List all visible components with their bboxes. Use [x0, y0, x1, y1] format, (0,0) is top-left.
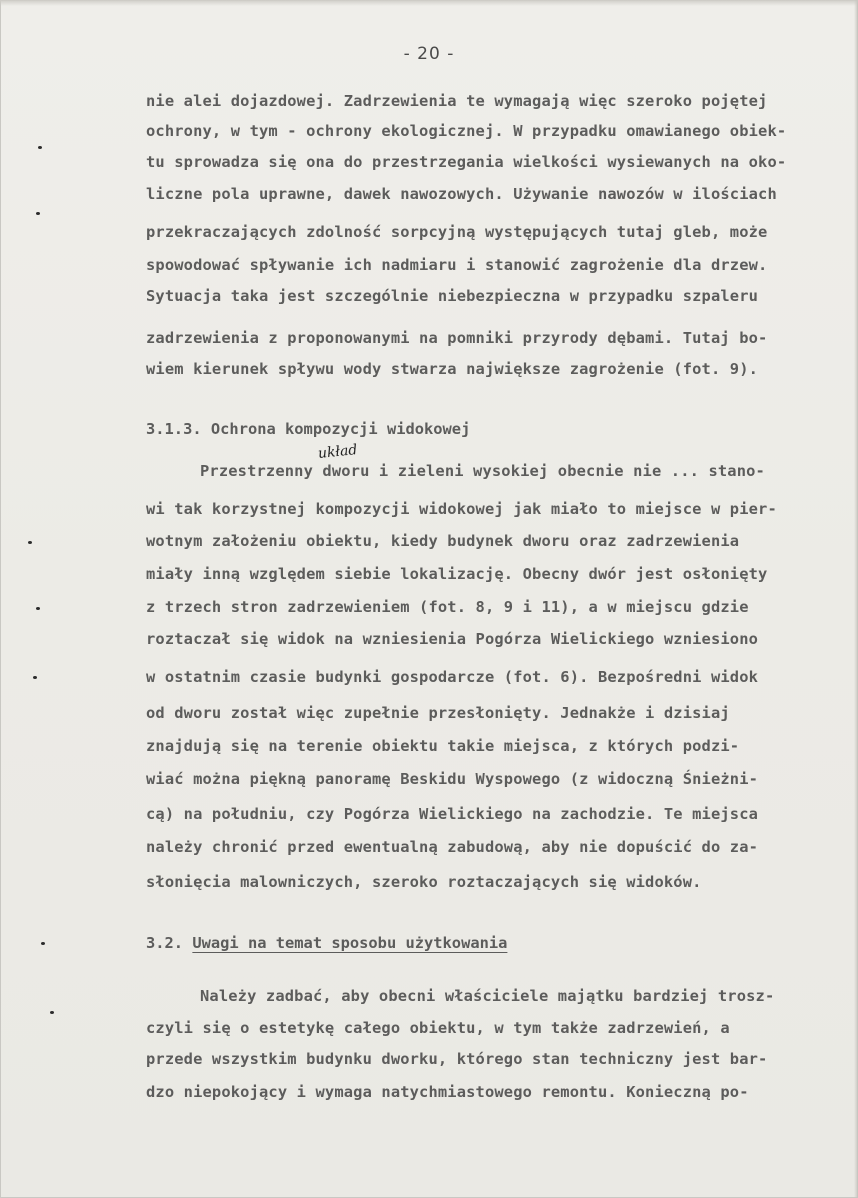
text-line: wotnym założeniu obiektu, kiedy budynek dworu oraz zadrzewienia	[146, 532, 740, 550]
text-line: od dworu został więc zupełnie przesłonięty. Jednakże i dzisiaj	[146, 704, 730, 722]
text-line: wiem kierunek spływu wody stwarza największe zagrożenie (fot. 9).	[146, 360, 759, 378]
handwritten-annotation: układ	[317, 441, 359, 463]
text-line: nie alei dojazdowej. Zadrzewienia te wymagają więc szeroko pojętej	[146, 92, 768, 110]
text-line: liczne pola uprawne, dawek nawozowych. Używanie nawozów w ilościach	[146, 185, 777, 203]
text-line: zadrzewienia z proponowanymi na pomniki przyrody dębami. Tutaj bo-	[146, 329, 768, 347]
text-line: tu sprowadza się ona do przestrzegania wielkości wysiewanych na oko-	[146, 153, 787, 171]
text-line: miały inną względem siebie lokalizację. Obecny dwór jest osłonięty	[146, 565, 768, 583]
text-line: czyli się o estetykę całego obiektu, w tym także zadrzewień, a	[146, 1019, 730, 1037]
text-line: cą) na południu, czy Pogórza Wielickiego na zachodzie. Te miejsca	[146, 805, 759, 823]
section-number: 3.1.3.	[146, 420, 202, 438]
text-line: znajdują się na terenie obiektu takie miejsca, z których podzi-	[146, 737, 740, 755]
scan-speck	[41, 942, 45, 945]
scan-speck	[36, 607, 40, 610]
text-line: wi tak korzystnej kompozycji widokowej jak miało to miejsce w pier-	[146, 500, 777, 518]
text-line: ochrony, w tym - ochrony ekologicznej. W przypadku omawianego obiek-	[146, 122, 787, 140]
text-line: spowodować spływanie ich nadmiaru i stanowić zagrożenie dla drzew.	[146, 256, 768, 274]
section-title: Uwagi na temat sposobu użytkowania	[192, 934, 508, 952]
scan-speck	[38, 146, 42, 149]
text-line: wiać można piękną panoramę Beskidu Wyspowego (z widoczną Śnieżni-	[146, 770, 759, 788]
section-title: Ochrona kompozycji widokowej	[210, 420, 471, 438]
text-line: w ostatnim czasie budynki gospodarcze (fot. 6). Bezpośredni widok	[146, 668, 759, 686]
scan-speck	[28, 541, 32, 544]
section-heading	[146, 934, 507, 952]
scan-speck	[33, 676, 37, 679]
page-edge-shadow	[0, 0, 858, 6]
text-line: słonięcia malowniczych, szeroko roztaczających się widoków.	[146, 873, 702, 891]
page-number: - 20 -	[403, 44, 455, 64]
text-line: roztaczał się widok na wzniesienia Pogórza Wielickiego wzniesiono	[146, 630, 759, 648]
section-number: 3.2.	[146, 934, 184, 952]
text-line: przekraczających zdolność sorpcyjną występujących tutaj gleb, może	[146, 223, 768, 241]
text-line: z trzech stron zadrzewieniem (fot. 8, 9 i 11), a w miejscu gdzie	[146, 598, 749, 616]
text-line: Przestrzenny dworu i zieleni wysokiej obecnie nie ... stano-	[200, 462, 765, 480]
scan-speck	[36, 212, 40, 215]
text-line: dzo niepokojący i wymaga natychmiastowego remontu. Konieczną po-	[146, 1083, 749, 1101]
text-line: przede wszystkim budynku dworku, którego stan techniczny jest bar-	[146, 1050, 768, 1068]
section-heading	[146, 420, 470, 438]
text-line: Sytuacja taka jest szczególnie niebezpieczna w przypadku szpaleru	[146, 287, 759, 305]
page-edge-shadow	[854, 0, 858, 1198]
scan-speck	[50, 1011, 54, 1014]
text-line: należy chronić przed ewentualną zabudową, aby nie dopuścić do za-	[146, 838, 759, 856]
text-line: Należy zadbać, aby obecni właściciele majątku bardziej trosz-	[200, 987, 775, 1005]
